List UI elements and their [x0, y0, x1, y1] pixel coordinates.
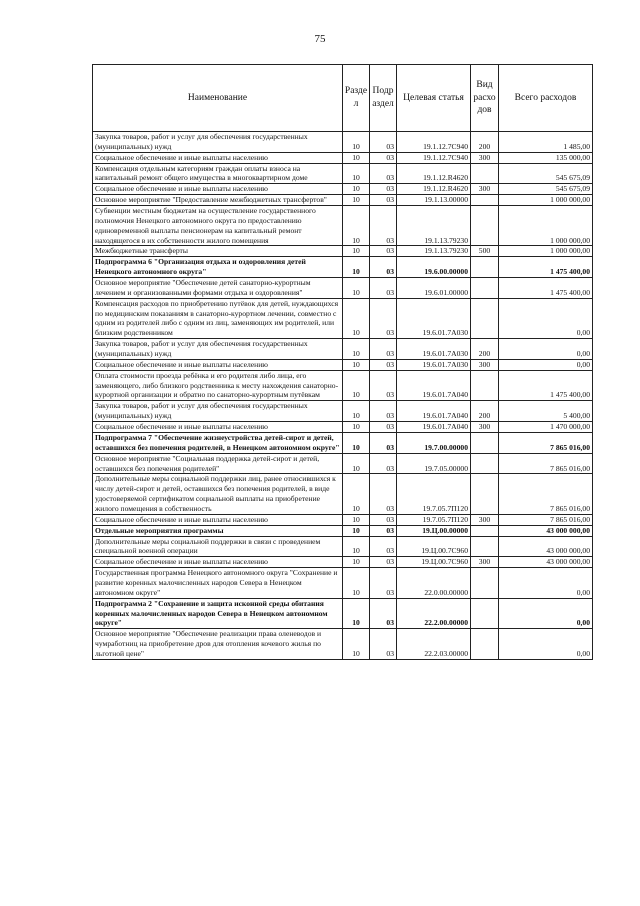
row-kind: 500: [471, 246, 499, 257]
row-kind: [471, 629, 499, 660]
row-section: 10: [343, 163, 370, 184]
row-name: Дополнительные меры социальной поддержки в связи с проведением специальной военной операции: [93, 536, 343, 557]
row-total: 7 865 016,00: [499, 514, 593, 525]
row-total: 43 000 000,00: [499, 536, 593, 557]
row-subsection: 03: [370, 598, 397, 629]
row-subsection: 03: [370, 432, 397, 453]
row-total: 1 475 400,00: [499, 278, 593, 299]
row-target: 19.6.01.7А040: [397, 422, 471, 433]
table-row: [93, 514, 593, 525]
row-name: Социальное обеспечение и иные выплаты населению: [93, 359, 343, 370]
row-subsection: 03: [370, 278, 397, 299]
header-section: Разде л: [343, 65, 370, 132]
table-row: [93, 206, 593, 246]
row-name: Закупка товаров, работ и услуг для обеспечения государственных (муниципальных) нужд: [93, 401, 343, 422]
row-total: 1 000 000,00: [499, 246, 593, 257]
table-row: [93, 525, 593, 536]
table-row: [93, 432, 593, 453]
row-subsection: 03: [370, 163, 397, 184]
row-kind: [471, 568, 499, 599]
row-name: Дополнительные меры социальной поддержки лиц, ранее относившихся к числу детей-сирот и детей, оставшихся без попечения родителей, в виде удостоверяемой сертификатом социальной выплаты на приобретение жилого помещения в собственность: [93, 474, 343, 514]
row-section: 10: [343, 359, 370, 370]
table-row: [93, 195, 593, 206]
row-kind: [471, 525, 499, 536]
row-subsection: 03: [370, 257, 397, 278]
table-row: [93, 163, 593, 184]
row-target: 19.6.01.00000: [397, 278, 471, 299]
row-name: Компенсация расходов по приобретению путёвок для детей, нуждающихся по медицинским показаниям в санаторно-курортном лечении, совместно с одним из родителей либо с одним из лиц, заменяющих им родителей, или близким родственником: [93, 298, 343, 338]
header-target: Целевая статья: [397, 65, 471, 132]
row-kind: 300: [471, 557, 499, 568]
row-kind: [471, 536, 499, 557]
row-subsection: 03: [370, 536, 397, 557]
row-name: Основное мероприятие "Социальная поддержка детей-сирот и детей, оставшихся без попечения родителей": [93, 453, 343, 474]
row-kind: 200: [471, 132, 499, 153]
row-kind: 300: [471, 422, 499, 433]
row-kind: [471, 598, 499, 629]
row-kind: 300: [471, 184, 499, 195]
row-target: 19.1.12.7С940: [397, 132, 471, 153]
row-subsection: 03: [370, 370, 397, 401]
row-section: 10: [343, 525, 370, 536]
row-target: 19.6.00.00000: [397, 257, 471, 278]
row-total: 0,00: [499, 298, 593, 338]
row-subsection: 03: [370, 339, 397, 360]
row-total: 0,00: [499, 568, 593, 599]
table-row: [93, 422, 593, 433]
budget-table: [92, 64, 593, 660]
row-section: 10: [343, 536, 370, 557]
row-section: 10: [343, 514, 370, 525]
header-total: Всего расходов: [499, 65, 593, 132]
row-name: Социальное обеспечение и иные выплаты населению: [93, 422, 343, 433]
row-section: 10: [343, 246, 370, 257]
row-total: 0,00: [499, 359, 593, 370]
table-row: [93, 536, 593, 557]
row-name: Межбюджетные трансферты: [93, 246, 343, 257]
row-subsection: 03: [370, 474, 397, 514]
table-row: [93, 401, 593, 422]
row-subsection: 03: [370, 422, 397, 433]
table-row: [93, 598, 593, 629]
row-name: Социальное обеспечение и иные выплаты населению: [93, 557, 343, 568]
row-subsection: 03: [370, 184, 397, 195]
table-row: [93, 629, 593, 660]
table-row: [93, 370, 593, 401]
table-body: [93, 132, 593, 660]
row-total: 135 000,00: [499, 152, 593, 163]
row-subsection: 03: [370, 568, 397, 599]
row-subsection: 03: [370, 525, 397, 536]
row-section: 10: [343, 298, 370, 338]
row-section: 10: [343, 557, 370, 568]
row-total: 43 000 000,00: [499, 557, 593, 568]
row-subsection: 03: [370, 359, 397, 370]
row-target: 19.7.05.7П120: [397, 474, 471, 514]
row-name: Подпрограмма 2 "Сохранение и защита исконной среды обитания коренных малочисленных народов Севера в Ненецком автономном округе": [93, 598, 343, 629]
row-target: 19.7.00.00000: [397, 432, 471, 453]
row-total: 43 000 000,00: [499, 525, 593, 536]
row-name: Закупка товаров, работ и услуг для обеспечения государственных (муниципальных) нужд: [93, 339, 343, 360]
row-name: Оплата стоимости проезда ребёнка и его родителя либо лица, его заменяющего, либо близкого родственника к месту нахождения санаторно-курортной организации и обратно по санаторно-курортным путёвкам: [93, 370, 343, 401]
row-name: Подпрограмма 7 "Обеспечение жизнеустройства детей-сирот и детей, оставшихся без попечения родителей, в Ненецком автономном округе": [93, 432, 343, 453]
row-kind: [471, 453, 499, 474]
table-row: [93, 359, 593, 370]
row-target: 19.1.12.R4620: [397, 184, 471, 195]
header-name: Наименование: [93, 65, 343, 132]
row-kind: [471, 432, 499, 453]
row-target: 19.1.13.79230: [397, 206, 471, 246]
row-kind: 200: [471, 401, 499, 422]
table-row: [93, 152, 593, 163]
row-section: 10: [343, 453, 370, 474]
row-total: 0,00: [499, 598, 593, 629]
row-total: 545 675,09: [499, 184, 593, 195]
row-subsection: 03: [370, 195, 397, 206]
row-target: 19.Ц.00.7С960: [397, 557, 471, 568]
row-kind: [471, 370, 499, 401]
table-row: [93, 298, 593, 338]
row-kind: [471, 278, 499, 299]
row-name: Основное мероприятие "Обеспечение детей санаторно-курортным лечением и организованными формами отдыха и оздоровления": [93, 278, 343, 299]
row-subsection: 03: [370, 401, 397, 422]
row-target: 22.2.00.00000: [397, 598, 471, 629]
row-target: 19.1.13.79230: [397, 246, 471, 257]
row-name: Социальное обеспечение и иные выплаты населению: [93, 184, 343, 195]
row-total: 7 865 016,00: [499, 432, 593, 453]
row-subsection: 03: [370, 132, 397, 153]
page-number: 75: [314, 33, 326, 45]
row-section: 10: [343, 195, 370, 206]
row-kind: 200: [471, 339, 499, 360]
row-total: 545 675,09: [499, 163, 593, 184]
row-kind: 300: [471, 514, 499, 525]
row-subsection: 03: [370, 298, 397, 338]
row-total: 1 000 000,00: [499, 206, 593, 246]
header-subsection: Подр аздел: [370, 65, 397, 132]
row-total: 0,00: [499, 339, 593, 360]
row-section: 10: [343, 629, 370, 660]
row-target: 19.6.01.7А040: [397, 401, 471, 422]
row-target: 19.6.01.7А030: [397, 359, 471, 370]
row-section: 10: [343, 598, 370, 629]
table-row: [93, 184, 593, 195]
row-total: 0,00: [499, 629, 593, 660]
row-kind: 300: [471, 359, 499, 370]
row-target: 19.7.05.7П120: [397, 514, 471, 525]
row-section: 10: [343, 474, 370, 514]
table-row: [93, 132, 593, 153]
row-kind: [471, 257, 499, 278]
row-kind: [471, 163, 499, 184]
row-subsection: 03: [370, 629, 397, 660]
row-section: 10: [343, 184, 370, 195]
row-kind: [471, 298, 499, 338]
row-target: 22.2.03.00000: [397, 629, 471, 660]
row-name: Основное мероприятие "Обеспечение реализации права оленеводов и чумработниц на приобретение дров для отопления кочевого жилья по льготной цене": [93, 629, 343, 660]
table-row: [93, 474, 593, 514]
row-section: 10: [343, 568, 370, 599]
row-target: 19.6.01.7А030: [397, 298, 471, 338]
header-kind: Вид расхо дов: [471, 65, 499, 132]
row-subsection: 03: [370, 206, 397, 246]
row-total: 1 475 400,00: [499, 370, 593, 401]
row-total: 1 475 400,00: [499, 257, 593, 278]
row-subsection: 03: [370, 514, 397, 525]
row-subsection: 03: [370, 557, 397, 568]
row-kind: [471, 206, 499, 246]
row-name: Компенсация отдельным категориям граждан оплаты взноса на капитальный ремонт общего имущества в многоквартирном доме: [93, 163, 343, 184]
row-section: 10: [343, 278, 370, 299]
table-header: [93, 65, 593, 132]
row-target: 19.1.12.R4620: [397, 163, 471, 184]
row-target: 19.7.05.00000: [397, 453, 471, 474]
row-name: Государственная программа Ненецкого автономного округа "Сохранение и развитие коренных малочисленных народов Севера в Ненецком автономном округе": [93, 568, 343, 599]
row-section: 10: [343, 401, 370, 422]
row-total: 7 865 016,00: [499, 474, 593, 514]
table-row: [93, 257, 593, 278]
row-kind: [471, 474, 499, 514]
row-total: 1 470 000,00: [499, 422, 593, 433]
row-section: 10: [343, 432, 370, 453]
row-total: 1 485,00: [499, 132, 593, 153]
row-target: 19.Ц.00.00000: [397, 525, 471, 536]
row-name: Подпрограмма 6 "Организация отдыха и оздоровления детей Ненецкого автономного округа": [93, 257, 343, 278]
row-total: 7 865 016,00: [499, 453, 593, 474]
row-target: 19.6.01.7А040: [397, 370, 471, 401]
row-target: 19.6.01.7А030: [397, 339, 471, 360]
table-row: [93, 568, 593, 599]
row-total: 5 400,00: [499, 401, 593, 422]
row-target: 19.1.13.00000: [397, 195, 471, 206]
row-target: 19.Ц.00.7С960: [397, 536, 471, 557]
row-section: 10: [343, 132, 370, 153]
row-name: Субвенции местным бюджетам на осуществление государственного полномочия Ненецкого автономного округа по предоставлению единовременной выплаты пенсионерам на капитальный ремонт находящегося в их собственности жилого помещения: [93, 206, 343, 246]
table-row: [93, 453, 593, 474]
row-subsection: 03: [370, 453, 397, 474]
row-name: Социальное обеспечение и иные выплаты населению: [93, 514, 343, 525]
row-name: Отдельные мероприятия программы: [93, 525, 343, 536]
row-kind: [471, 195, 499, 206]
row-section: 10: [343, 370, 370, 401]
row-name: Основное мероприятие "Предоставление межбюджетных трансфертов": [93, 195, 343, 206]
row-subsection: 03: [370, 152, 397, 163]
row-section: 10: [343, 339, 370, 360]
table-row: [93, 339, 593, 360]
row-target: 22.0.00.00000: [397, 568, 471, 599]
table-row: [93, 246, 593, 257]
row-kind: 300: [471, 152, 499, 163]
row-target: 19.1.12.7С940: [397, 152, 471, 163]
row-name: Социальное обеспечение и иные выплаты населению: [93, 152, 343, 163]
row-section: 10: [343, 206, 370, 246]
row-name: Закупка товаров, работ и услуг для обеспечения государственных (муниципальных) нужд: [93, 132, 343, 153]
row-subsection: 03: [370, 246, 397, 257]
table-row: [93, 557, 593, 568]
table-row: [93, 278, 593, 299]
row-section: 10: [343, 257, 370, 278]
row-section: 10: [343, 422, 370, 433]
row-section: 10: [343, 152, 370, 163]
row-total: 1 000 000,00: [499, 195, 593, 206]
